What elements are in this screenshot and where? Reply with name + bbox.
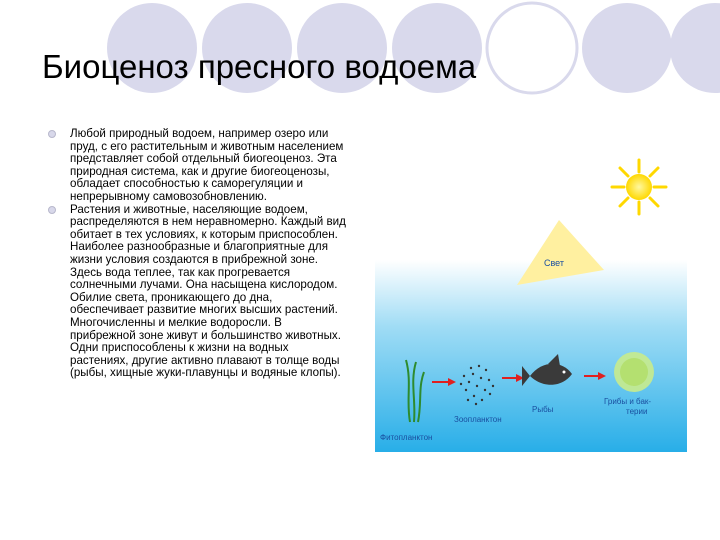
sun-icon [612,160,666,214]
bullet-text: Любой природный водоем, например озеро или пруд, с его растительным и животным населением представляет собой отдельный биогеоценоз. Эта природная система, как и другие биогеоценозы, обладает способностью к саморегуляции и непрерывному самовозобновлению. [70,127,344,203]
bullet-item [48,204,348,380]
pond-food-chain-diagram [372,150,690,455]
fish-label: Рыбы [532,405,554,414]
fungi-label-line1: Грибы и бак- [604,397,652,406]
bullet-text: Растения и животные, населяющие водоем, распределяются в нем неравномерно. Каждый вид обитает в тех условиях, к которым приспособлен. Наиболее разнообразные и благоприятные для жизни условия создаются в прибрежной зоне. Здесь вода теплее, так как прогревается солнечными лучами. Она насыщена кислородом. Обилие света, проникающего до дна, обеспечивает развитие многих высших растений. Многочисленны и мелкие водоросли. В прибрежной зоне живут и большинство животных. Одни приспособлены к жизни на водных растениях, другие активно плавают в толще воды (рыбы, хищные жуки-плавунцы и водяные клопы). [70,202,346,380]
bullet-icon [48,206,56,214]
slide-title: Биоценоз пресного водоема [42,48,477,85]
light-label: Свет [544,258,565,268]
bullet-icon [48,130,56,138]
phytoplankton-label: Фитопланктон [380,433,433,442]
fungi-label-line2: терии [626,407,648,416]
bullet-list [48,128,348,380]
zooplankton-label: Зоопланктон [454,415,502,424]
fungi-bacteria-icon [614,352,654,392]
bullet-item [48,128,348,204]
